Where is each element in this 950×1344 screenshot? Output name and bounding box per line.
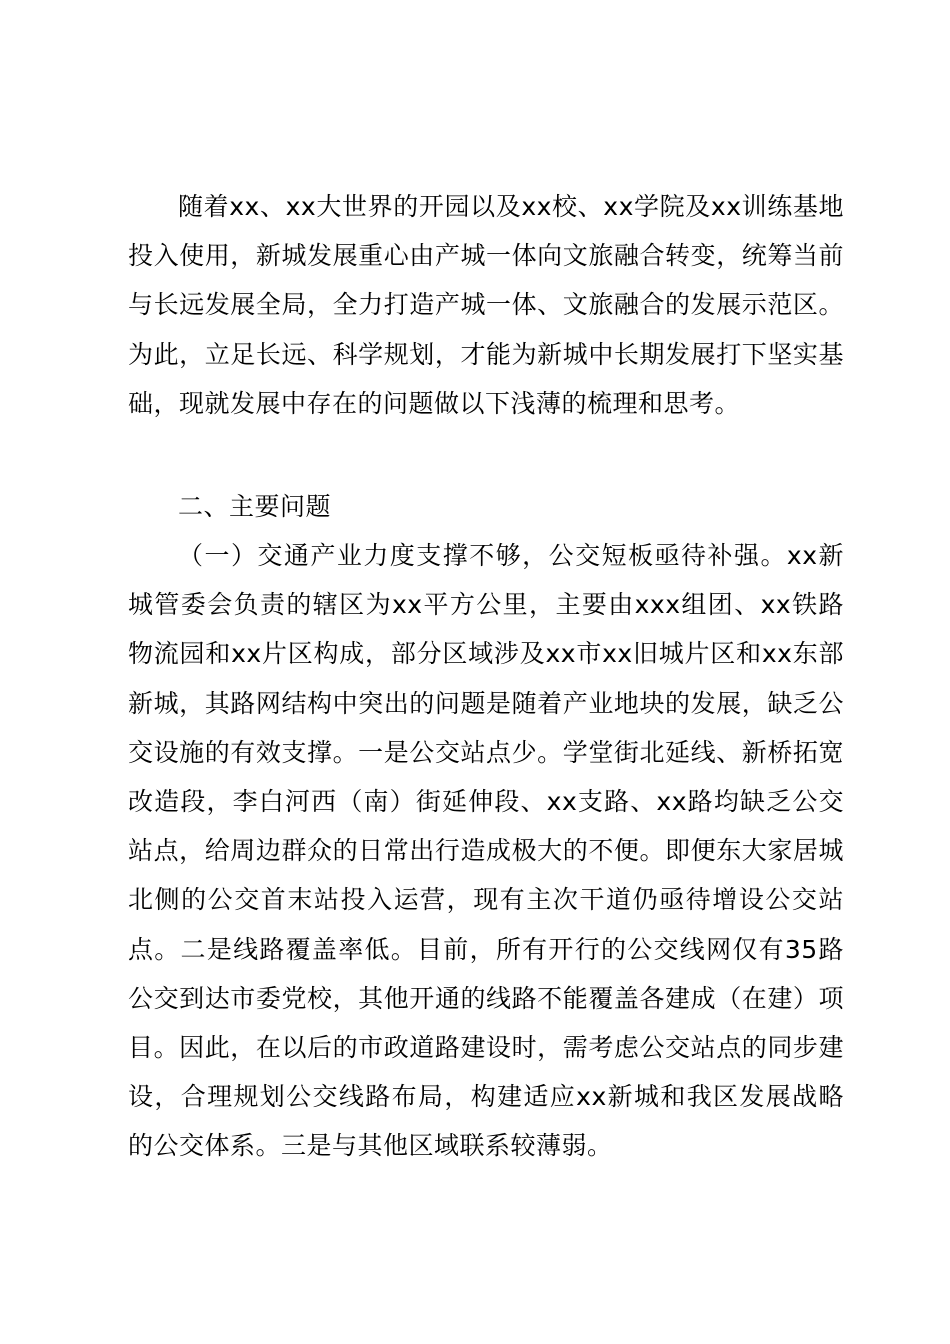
section-heading: 二、主要问题 xyxy=(178,492,332,521)
body-paragraph: （一）交通产业力度支撑不够，公交短板亟待补强。xx新城管委会负责的辖区为xx平方公里，主要由xxx组团、xx铁路物流园和xx片区构成，部分区域涉及xx市xx旧城片区和xx东部新城，其路网结构中突出的问题是随着产业地块的发展，缺乏公交设施的有效支撑。一是公交站点少。学堂街北延线、新桥拓宽改造段，李白河西（南）街延伸段、xx支路、xx路均缺乏公交站点，给周边群众的日常出行造成极大的不便。即便东大家居城北侧的公交首末站投入运营，现有主次干道仍亟待增设公交站点。二是线路覆盖率低。目前，所有开行的公交线网仅有35路公交到达市委党校，其他开通的线路不能覆盖各建成（在建）项目。因此，在以后的市政道路建设时，需考虑公交站点的同步建设，合理规划公交线路布局，构建适应xx新城和我区发展战略的公交体系。三是与其他区域联系较薄弱。 xyxy=(128,541,844,1161)
body-paragraph: 随着xx、xx大世界的开园以及xx校、xx学院及xx训练基地投入使用，新城发展重心由产城一体向文旅融合转变，统筹当前与长远发展全局，全力打造产城一体、文旅融合的发展示范区。为此，立足长远、科学规划，才能为新城中长期发展打下坚实基础，现就发展中存在的问题做以下浅薄的梳理和思考。 xyxy=(128,192,844,418)
